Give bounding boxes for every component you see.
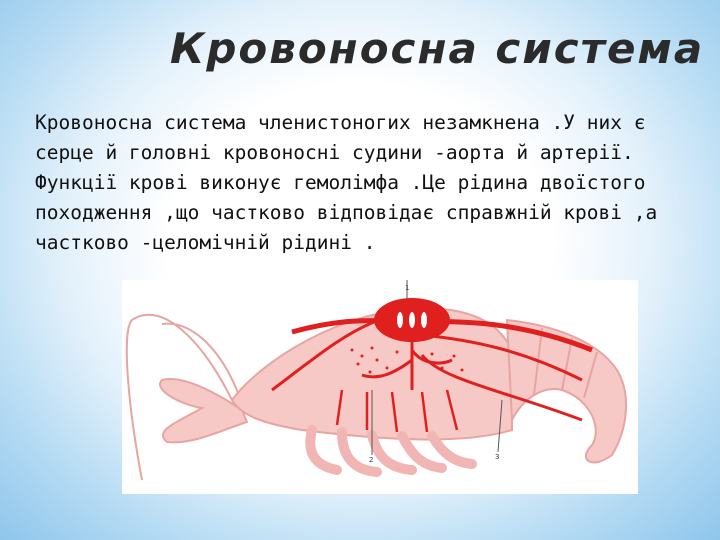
body-line: частково -целомічній рідині . xyxy=(35,231,376,254)
label-3: 3 xyxy=(495,453,500,461)
label-2: 2 xyxy=(369,456,374,464)
slide-body-text xyxy=(35,108,695,258)
claw xyxy=(160,379,247,442)
label-1: 1 xyxy=(405,284,410,292)
crayfish-circulatory-diagram xyxy=(122,280,638,494)
body-line: серце й головні кровоносні судини -аорта й артерії. xyxy=(35,141,634,164)
body-line: походження ,що частково відповідає справжній крові ,а xyxy=(35,201,658,224)
slide-title: Кровоносна система xyxy=(170,24,705,73)
body-line: Функції крові виконує гемолімфа .Це рідина двоїстого xyxy=(35,171,646,194)
body-line: Кровоносна система членистоногих незамкнена .У них є xyxy=(35,111,646,134)
